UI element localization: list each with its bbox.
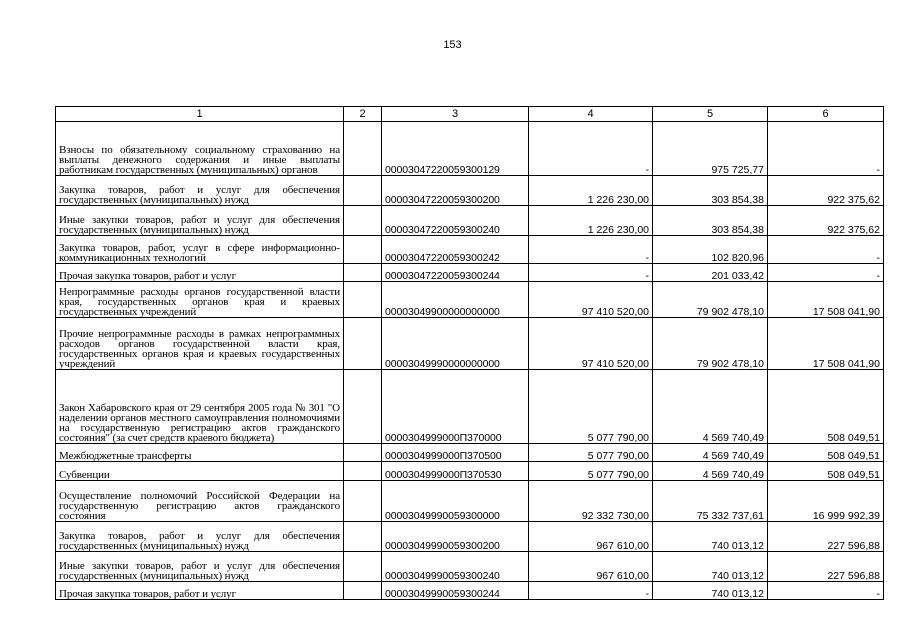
row-column2-cell [344,318,382,370]
row-value-col4-cell: 97 410 520,00 [529,282,653,318]
row-code-cell: 00003047220059300200 [382,176,529,206]
row-name-cell: Непрограммные расходы органов государственной власти края, государственных органов края и краевых государственных учреждений [56,282,344,318]
row-code-cell: 00003049990059300244 [382,582,529,600]
row-value-col4-cell: - [529,236,653,264]
row-name-cell: Межбюджетные трансферты [56,444,344,462]
row-name-cell: Взносы по обязательному социальному страхованию на выплаты денежного содержания и иные выплаты работникам государственных (муниципальных) органов [56,122,344,176]
row-code-cell: 00003049990059300240 [382,552,529,582]
column-header-3: 3 [382,107,529,122]
row-value-col6-cell: 227 596,88 [768,552,884,582]
row-value-col5-cell: 79 902 478,10 [653,318,768,370]
row-name-cell: Иные закупки товаров, работ и услуг для обеспечения государственных (муниципальных) нужд [56,206,344,236]
row-column2-cell [344,236,382,264]
row-value-col6-cell: - [768,582,884,600]
table-row [56,582,884,600]
row-value-col6-cell: - [768,236,884,264]
row-column2-cell [344,582,382,600]
row-value-col4-cell: 5 077 790,00 [529,370,653,444]
row-code-cell: 00003049990059300000 [382,481,529,522]
table-row [56,481,884,522]
column-header-1: 1 [56,107,344,122]
table-row [56,318,884,370]
row-name-cell: Субвенции [56,462,344,481]
page-number: 153 [443,39,462,51]
row-code-cell: 00003049990059300200 [382,522,529,552]
row-code-cell: 0000304999000П370000 [382,370,529,444]
row-value-col4-cell: 967 610,00 [529,552,653,582]
row-value-col6-cell: 227 596,88 [768,522,884,552]
row-column2-cell [344,370,382,444]
row-name-cell: Закупка товаров, работ, услуг в сфере информационно-коммуникационных технологий [56,236,344,264]
row-code-cell: 00003047220059300242 [382,236,529,264]
table-row [56,122,884,176]
table-row [56,522,884,552]
row-value-col6-cell: - [768,264,884,282]
row-value-col6-cell: 16 999 992,39 [768,481,884,522]
column-header-4: 4 [529,107,653,122]
row-value-col6-cell: 17 508 041,90 [768,318,884,370]
row-name-cell: Закупка товаров, работ и услуг для обеспечения государственных (муниципальных) нужд [56,176,344,206]
row-code-cell: 00003047220059300240 [382,206,529,236]
row-value-col4-cell: - [529,582,653,600]
table-row [56,264,884,282]
row-value-col6-cell: 922 375,62 [768,176,884,206]
table-row [56,236,884,264]
row-value-col4-cell: 97 410 520,00 [529,318,653,370]
row-value-col4-cell: 1 226 230,00 [529,206,653,236]
row-code-cell: 00003049900000000000 [382,282,529,318]
row-value-col5-cell: 740 013,12 [653,582,768,600]
row-column2-cell [344,462,382,481]
row-value-col4-cell: - [529,264,653,282]
row-value-col5-cell: 102 820,96 [653,236,768,264]
row-value-col5-cell: 303 854,38 [653,206,768,236]
row-value-col5-cell: 4 569 740,49 [653,444,768,462]
column-header-2: 2 [344,107,382,122]
row-code-cell: 0000304999000П370500 [382,444,529,462]
table-row [56,370,884,444]
table-row [56,444,884,462]
row-code-cell: 00003049990000000000 [382,318,529,370]
header-row [56,107,884,122]
row-value-col5-cell: 201 033,42 [653,264,768,282]
row-name-cell: Закон Хабаровского края от 29 сентября 2005 года № 301 "О наделении органов местного самоуправления полномочиями на государственную регистрацию актов гражданского состояния" (за счет средств краевого бюджета) [56,370,344,444]
row-value-col4-cell: 967 610,00 [529,522,653,552]
row-value-col4-cell: 5 077 790,00 [529,444,653,462]
row-code-cell: 0000304999000П370530 [382,462,529,481]
row-column2-cell [344,176,382,206]
row-value-col5-cell: 4 569 740,49 [653,462,768,481]
row-column2-cell [344,122,382,176]
row-name-cell: Прочая закупка товаров, работ и услуг [56,264,344,282]
row-value-col6-cell: 508 049,51 [768,462,884,481]
row-name-cell: Осуществление полномочий Российской Федерации на государственную регистрацию актов гражданского состояния [56,481,344,522]
row-name-cell: Прочие непрограммные расходы в рамках непрограммных расходов органов государственной власти края, государственных органов края и краевых государственных учреждений [56,318,344,370]
row-value-col4-cell: 5 077 790,00 [529,462,653,481]
row-column2-cell [344,522,382,552]
row-value-col5-cell: 4 569 740,49 [653,370,768,444]
row-value-col6-cell: 508 049,51 [768,444,884,462]
table-row [56,282,884,318]
row-name-cell: Прочая закупка товаров, работ и услуг [56,582,344,600]
table-row [56,206,884,236]
row-value-col5-cell: 740 013,12 [653,522,768,552]
row-value-col5-cell: 79 902 478,10 [653,282,768,318]
row-column2-cell [344,444,382,462]
budget-table [55,106,884,600]
row-code-cell: 00003047220059300244 [382,264,529,282]
table-row [56,462,884,481]
column-header-6: 6 [768,107,884,122]
column-header-5: 5 [653,107,768,122]
row-value-col6-cell: 17 508 041,90 [768,282,884,318]
row-value-col5-cell: 740 013,12 [653,552,768,582]
row-value-col4-cell: 92 332 730,00 [529,481,653,522]
row-value-col6-cell: 922 375,62 [768,206,884,236]
row-code-cell: 00003047220059300129 [382,122,529,176]
row-value-col4-cell: - [529,122,653,176]
table-row [56,552,884,582]
row-name-cell: Закупка товаров, работ и услуг для обеспечения государственных (муниципальных) нужд [56,522,344,552]
row-column2-cell [344,264,382,282]
row-column2-cell [344,206,382,236]
row-column2-cell [344,282,382,318]
row-value-col6-cell: 508 049,51 [768,370,884,444]
row-name-cell: Иные закупки товаров, работ и услуг для обеспечения государственных (муниципальных) нужд [56,552,344,582]
row-column2-cell [344,481,382,522]
row-value-col5-cell: 75 332 737,61 [653,481,768,522]
row-value-col5-cell: 303 854,38 [653,176,768,206]
table-row [56,176,884,206]
row-value-col5-cell: 975 725,77 [653,122,768,176]
row-value-col6-cell: - [768,122,884,176]
row-column2-cell [344,552,382,582]
row-value-col4-cell: 1 226 230,00 [529,176,653,206]
